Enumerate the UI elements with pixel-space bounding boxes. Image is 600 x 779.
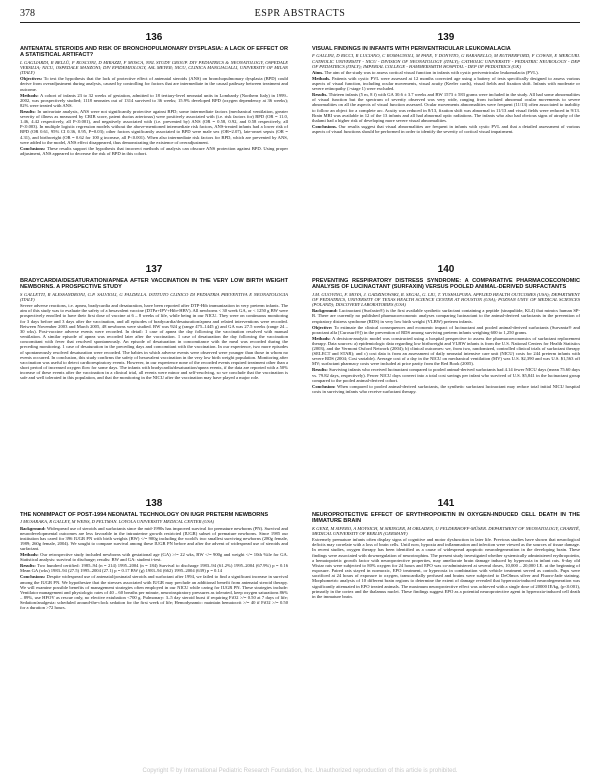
abstract-139	[312, 32, 580, 230]
abstract-section	[312, 76, 580, 91]
abstract-section	[20, 76, 288, 91]
section-label: Aims.	[312, 69, 324, 75]
abstract-section	[20, 146, 288, 156]
section-text: Severe adverse reactions, i.e. apnea, bradycardia and desaturation, have been reported after DTP-Hib immunization in very preterm infants. The aim of this study was to evaluate the safety of a hexavalent vaccine (DTPa+IPV+Hib+HBV). All newborns < 30 week GA, or < 1250 g BW were prospectively enrolled to have their first dose of vaccine at 6 – 8 weeks of life, while being in our NICU. They were on continuous monitoring for 3 days before and 3 days after the vaccination, and all episodes of bradycardia/desaturation/apnea and related interventions were recorded. Between November 2003 and March 2005, 48 newborns were studied. BW was 924 g (range 475–1445 g) and GA was 27.5 weeks (range 24 – 30 wks). Post-vaccine adverse events were recorded. In detail: 1 case of apnea the day following the vaccination resolved with manual ventilation. A similar episode of apnea was recorded later after the vaccination. 1 case of desaturation the day following the vaccination concomitant with fever that resolved spontaneously. An episode of desaturation in concomitance with the meal was recorded during the preceding monitoring. 1 case of desaturation in the preceding days and concomitant with the vaccination. In our experience, two more episodes of spontaneously resolved desaturation were recorded. The babies in which adverse events were observed were younger than those in whom no events occurred. In conclusion, this study confirms the safety of hexavalent vaccination in the very low birth weight population. Monitoring after vaccination was useful to detect cardiorespiratory events. However, in our experience none of the recorded events required treatment other than a short period of increased oxygen flow for some days. The infants with bradycardia/desaturation/apnea events, if the data are reported with a 50% increase of these events after the vaccination in a clinical trial, all events were minor and self-resolving, so we conclude that the vaccination is safe and well tolerated in this population, and that the monitoring in the NICU after the vaccination may have played a major role.	[20, 303, 288, 381]
abstract-section	[20, 303, 288, 380]
section-text: To estimate the clinical consequences and economic impact of lucinactant and pooled animal-derived surfactants (Survanta® and poractant alfa [Curosurf®]) in the prevention of RDS among surviving preterm infants weighing 600 to 1,250 grams.	[312, 324, 580, 335]
section-text: To test the hypothesis that the lack of protective effect of antenatal steroids (ANS) on bronchopulmonary dysplasia (BPD) could derive from overadjustment during analysis, caused by controlling for factors that are intermediate in the causal pathway between treatment and outcome.	[20, 76, 288, 92]
section-label: Conclusion:	[312, 383, 336, 389]
abstract-section	[312, 325, 580, 335]
abstract-section	[20, 552, 288, 562]
abstract-body	[20, 76, 288, 156]
page-number: 378	[20, 8, 35, 19]
section-label: Methods.	[312, 75, 331, 81]
abstract-140	[312, 264, 580, 458]
abstract-138	[20, 498, 288, 763]
section-label: Background:	[312, 308, 338, 314]
section-label: Results.	[312, 92, 328, 98]
abstract-section	[312, 70, 580, 75]
section-label: Objective:	[312, 324, 333, 330]
abstract-body	[312, 537, 580, 599]
section-text: Thirteen infants (5 m, 8 f) with GA 30.6 ± 3.7 weeks and BW 1573 ± 583 grams were included in the study. All had some abnormalities of visual function but the spectrum of severity observed was very wide, ranging from isolated abnormal ocular movements to severe abnormalities on all the aspects of visual function assessed. Ocular movements abnormalities were frequent (11/13) often associated to inability to follow an object for a complete arc. Acuity was reduced in 8/13, fixation shift was abnormal in 11/13 and visual fields were reduced in 9/13. Brain MRI was available in 12 of the 13 infants and all had abnormal optic radiations. The infants who also had obvious signs of atrophy of the thalami had a higher risk of developing more severe visual abnormalities.	[312, 92, 580, 123]
section-text: Despite widespread use of antenatal/postnatal steroids and surfactant after 1994, we failed to find a significant increase in survival among the IUGR PN. We hypothesize that the stresses associated with IUGR may preclude an additional benefit from antenatal steroid therapy. We will examine possible benefits of management strategies often employed in our NICU while caring for IUGR PN. These strategies include: Ventilator management and physiologic rates of 40 – 60 breaths per minute, neuroinspiratory pressures as tolerated, keep oxygen saturations 86% – 89%, use HFOV as rescue only, no elective extubation <700 g. Pulmonary: 3–5 day steroid burst if requiring FiO2 >/= 0.50 at 7 days of life; Sedation/analgesia: scheduled around-the-clock sedation for the first week of life; Hemodynamic: maintain hematocrit >/= 40 if FiO2 >/= 0.50 for a duration >72 hours.	[20, 574, 288, 611]
section-label: Background:	[20, 525, 46, 531]
section-label: Conclusions:	[20, 574, 46, 580]
abstract-authors: F GALLINI, D RICCI, R LUCIANO, C ROMAGNOLI, M PANE, Y DONVITO, G BARANELLO, M RUTHERFORD, F COWAN, E MERCURI. CATHOLIC UNIVERSITY - NICU - DIVISION OF NEONATOLOGY (ITALY); CATHOLIC UNIVERSITY - PEDIATRIC NEUROLOGY - DEP OF PEDIATRICS (ITALY); IMPERIAL COLLEGE - HAMMERSMITH HOSPITAL - DEP OF PEDIATRICS (UK)	[312, 53, 580, 69]
page-header	[20, 8, 580, 23]
abstract-number: 138	[145, 498, 163, 509]
abstract-section	[312, 92, 580, 123]
section-label: Objectives:	[20, 76, 43, 82]
abstract-section	[20, 526, 288, 552]
section-text: The aim of the study was to assess cortical visual function in infants with cystic periventricular leukomalacia (PVL).	[324, 69, 539, 75]
abstract-authors: K GENZ, M SIFERO, A MOYSICH, M SIRINGER, M OBLADEN, U FELDERHOFF-MÜSER. DEPARTMENT OF NEONATOLOGY, CHARITÉ, MEDICAL UNIVERSITY OF BERLIN (GERMANY)	[312, 525, 580, 536]
section-text: Our retrospective study included newborns with gestational age (GA) >/= 22 wks, BW </= 900g and weight </= 10th %ile for GA. Statistical analysis: survival to discharge; results: BW and GA: student t-test.	[20, 552, 288, 563]
abstract-section	[312, 537, 580, 599]
section-label: Results:	[20, 563, 36, 569]
abstract-title: VISUAL FINDINGS IN INFANTS WITH PERIVENTRICULAR LEUKOMALACIA	[312, 46, 511, 52]
section-text: Our results suggest that visual abnormalities are frequent in infants with cystic PVL and that a detailed assessment of various aspects of visual functions should be performed in order to identify the severity of cortical visual impairment.	[312, 123, 580, 134]
section-text: Patients with cystic PVL were assessed at 12 months corrected age using a battery of tests specifically designed to assess various aspects of visual function, including ocular movements, visual acuity (Keeler cards), visual fields and fixation shift. Infants with moderate or severe retinopathy (>stage 1) were excluded.	[312, 75, 580, 92]
abstract-section	[312, 384, 580, 394]
abstract-141	[312, 498, 580, 763]
section-label: Methods:	[20, 92, 39, 98]
abstract-136	[20, 32, 288, 230]
abstract-body	[20, 303, 288, 380]
section-text: A cohort of infants 23 to 32 weeks of gestation, admitted to 18 tertiary-level neonatal units in Lombardy (Northern Italy) in 1999–2002, was prospectively studied; 1118 neonates out of 1314 survived to 36 weeks; 15.9% developed BPD (oxygen dependency at 36 weeks); 82% were treated with ANS.	[20, 92, 288, 108]
section-text: Surviving infants who received lucinactant compared to pooled animal-derived surfactants had 4.14 fewer NICU days (mean 75.60 days vs. 79.82 days, respectively). Fewer NICU days convert into a total cost savings per infant who survived of U.S. $5,841 in the lucinactant group compared to the pooled animal-derived cohort.	[312, 367, 580, 383]
abstract-authors: J.M. GUOVING, F. MOYA, J. GADZINOWSKI, R. SEGAL, G. LIU, T. YUSHALPURA. APPLIED HEALTH OUTCOMES (USA); DEPARTMENT OF PEDIATRICS, UNIVERSITY OF TEXAS HEALTH SCIENCE CENTER AT HOUSTON (USA); POZNAN UNIV. OF MEDICAL SCIENCES (POLAND); DISCOVERY LABORATORIES (USA)	[312, 291, 580, 308]
abstract-title: THE NONIMPACT OF POST-1994 NEONATAL TECHNOLOGY ON IUGR PRETERM NEWBORNS	[20, 512, 269, 518]
section-label: Methods:	[20, 552, 39, 558]
section-label: Conclusions:	[20, 145, 46, 151]
section-label: Methods:	[312, 335, 331, 341]
copyright-watermark: Copyright © by International Pediatric Research Foundation, Inc. Unauthorized reproduction of this article is prohibited.	[142, 768, 458, 774]
abstract-number: 136	[145, 32, 163, 43]
abstract-section	[312, 308, 580, 323]
section-text: When compared to pooled animal-derived surfactants, the synthetic surfactant lucinactant may reduce total initial NICU hospital costs in surviving infants who receive surfactant therapy.	[312, 383, 580, 394]
abstract-body	[312, 308, 580, 394]
abstract-authors: S GALLETTI, R ALESSANDRONI, G.P. SALVIOLI, G FALDELLA. ISTITUTO CLINICO DI PEDIATRIA PREVENTIVA E NEONATOLOGIA (ITALY)	[20, 291, 288, 302]
journal-section-title: ESPR ABSTRACTS	[254, 8, 346, 19]
abstract-number: 141	[437, 498, 455, 509]
abstract-number: 137	[145, 264, 163, 275]
abstract-body	[20, 526, 288, 611]
abstract-section	[20, 574, 288, 610]
abstract-title: ANTENATAL STEROIDS AND RISK OF BRONCHOPULMONARY DYSPLASIA: A LACK OF EFFECT OR A STATISTICAL ARTIFACT?	[20, 46, 288, 59]
section-text: Widespread use of steroids and surfactants since the mid-1990s has improved survival for premature newborns (PN). Survival and neurodevelopmental outcomes are less favorable in the intrauterine growth restricted (IUGR) subset of premature newborns. Since 1985 our institution has cared for 396 IUGR PN with birth weights (BW) </= 900g including the world's two smallest surviving newborns (280g female, 1989; 260g female, 2004). We sought to compare survival among these IUGR PN before and after the advent of widespread use of steroids and surfactant.	[20, 525, 288, 552]
abstract-title: NEUROPROTECTIVE EFFECT OF ERYTHROPOIETIN IN OXYGEN-INDUCED CELL DEATH IN THE IMMATURE BRAIN	[312, 512, 580, 525]
abstract-section	[20, 563, 288, 573]
abstract-section	[20, 93, 288, 108]
abstract-137	[20, 264, 288, 458]
abstract-section	[312, 367, 580, 382]
abstract-authors: J MUSARAKA, R GALLEY, M WEISS, D FELTMAN. LOYOLA UNIVERSITY MEDICAL CENTER (USA)	[20, 519, 215, 525]
abstract-section	[312, 124, 580, 134]
section-text: These results support the hypothesis that incorrect methods of analysis can obscure ANS protection against BPD. Using proper adjustment, ANS appeared to decrease the risk of BPD in this cohort.	[20, 145, 288, 156]
abstract-section	[312, 336, 580, 367]
abstract-authors: L GAGLIARDI, R BELLÙ, F RUSCONI, D MIRAZZI, F MOSCA, NNL STUDY GROUP. DIV PEDIATRICS & NEONATOLOGY, OSPEDALE VERSILIA; NICU, OSPEDALE MANZONI; DIV EPIDEMIOLOGY, ASL MEYER; NICU, CLINICA MANGIAGALLI, UNIVERSITY OF MILAN (ITALY)	[20, 59, 288, 76]
section-text: Extremely premature infants often display signs of cognitive and motor dysfunction in later life. Previous studies have shown that neurological deficits may correlate with a loss of brain cells. Until now, hypoxia and inflammation and infection were viewed as the sources of tissue damage. In recent studies, oxygen therapy has been identified as a cause of widespread apoptotic neurodegeneration in the developing brain. These findings were associated with downregulation of neurotrophins. The present study investigated whether systemically administered erythropoietin, a hematopoietic growth factor with neuroprotective properties, may ameliorate brain damage induced by hyperoxia in infant rats. 6-day old Wistar rats were subjected to 80% oxygen for 24 hours and EPO was co-administered at several doses, 10,000 – 20,000 I.E. at the beginning of exposure. Paired rats stayed in normoxic, EPO treatment, or hyperoxia in combination with vehicle treatment served as controls. Pups were sacrificed at 24 hours of exposure to oxygen, transcardially perfused and brains were subjected to DeOlmos silver and Fluoro-Jade staining. Morphometric analysis of 10 different brain regions to determine the extent of damage revealed that hyperoxia-induced neurodegeneration was significantly attenuated in EPO treated animals. The maximum neuroprotective effect was achieved with a single dose of 20000 IE/kg, (p<0.001), primarily in the cortex and the thalamus nuclei. These findings suggest EPO as a potential neuroprotective agent in hyperoxia-induced cell death in the immature brain.	[312, 537, 580, 599]
abstract-number: 139	[437, 32, 455, 43]
section-text: Two hundred certified: 1985–94 (n = 214) 1995–2004 (n = 184) Survival to discharge 1983–94 (61.2%) 1995–2004 (67.9%) p = 0.16 Mean GA (wks) 1983–94 (27.5) 1995–2004 (27.1) p = 0.17 BW (g) 1983–94 (662) 1995–2004 (639) p = 0.14	[20, 563, 288, 574]
abstract-body	[312, 70, 580, 134]
section-text: In univariate analysis, ANS were not significantly protective against BPD; some intermediate factors (mechanical ventilation, greater severity of illness as measured by CRIB score, patent ductus arteriosus) were positively associated with (i.e. risk factors for) BPD (OR = 11.0, 1.46, 4.42 respectively, all P<0.001), and negatively associated with (i.e. prevented by) ANS (OR = 0.58, 0.92, and 0.58 respectively, all P<0.003). In multiple logistic regression models without the above-mentioned intermediate risk factors, ANS-treated infants had a lower risk of BPD (OR 0.61, 95% CI 0.36, 0.95, P=0.03); other factors significantly associated to BPD were male sex (OR=2.07), late-onset sepsis (OR = 4.31), and birthweight (OR = 0.62 for 100 g increase, all P<0.001). When also intermediate risk factors for BPD, which are prevented by ANS, were added to the model, ANS effect disappeared, thus demonstrating the existence of overadjustment.	[20, 108, 288, 145]
section-label: Results:	[312, 367, 328, 373]
section-label: Conclusions.	[312, 123, 337, 129]
section-label: Results:	[20, 108, 36, 114]
section-text: A decision-analytic model was constructed using a hospital perspective to assess the pharmacoeconomics of surfactant replacement therapy. Data sources: a) epidemiologic data regarding low birthweight and VLBW infants is from the U.S. National Centers for Health Statistics (2003), and the Vermont Oxford Network (2004); b) clinical outcomes: we, from two, randomized, controlled clinical trials of surfactant therapy (SELECT and STAR); and c) cost data is from an assessment of daily neonatal intensive care unit (NICU) costs for 244 preterm infants with severe RDS (2004; Cost variable). Average cost of a day in the NICU on mechanical ventilation (MV) was U.S. $2,390 and was U.S. $1,563 off MV; surfactant pharmacy costs were included at price parity from the Red Book (2005).	[312, 335, 580, 367]
abstract-section	[20, 109, 288, 145]
abstract-title: BRADYCARDIA/DESATURATION/APNEA AFTER VACCINATION IN THE VERY LOW BIRTH WEIGHT NEWBORNS. A PROSPECTIVE STUDY	[20, 278, 288, 291]
section-text: Lucinactant (Surfaxin®) is the first available synthetic surfactant containing a peptide (sinapultide, KL4) that mimics human SP-B. There are currently no published pharmacoeconomic analyses comparing lucinactant to the animal-derived surfactants in the prevention of respiratory distress syndrome (RDS) in very low birth weight (VLBW) preterm infants.	[312, 308, 580, 324]
abstract-number: 140	[437, 264, 455, 275]
abstract-title: PREVENTING RESPIRATORY DISTRESS SYNDROME: A COMPARATIVE PHARMACOECONOMIC ANALYSIS OF LUCINACTANT (SURFAXIN) VERSUS POOLED ANIMAL-DERIVED SURFACTANTS	[312, 278, 580, 291]
